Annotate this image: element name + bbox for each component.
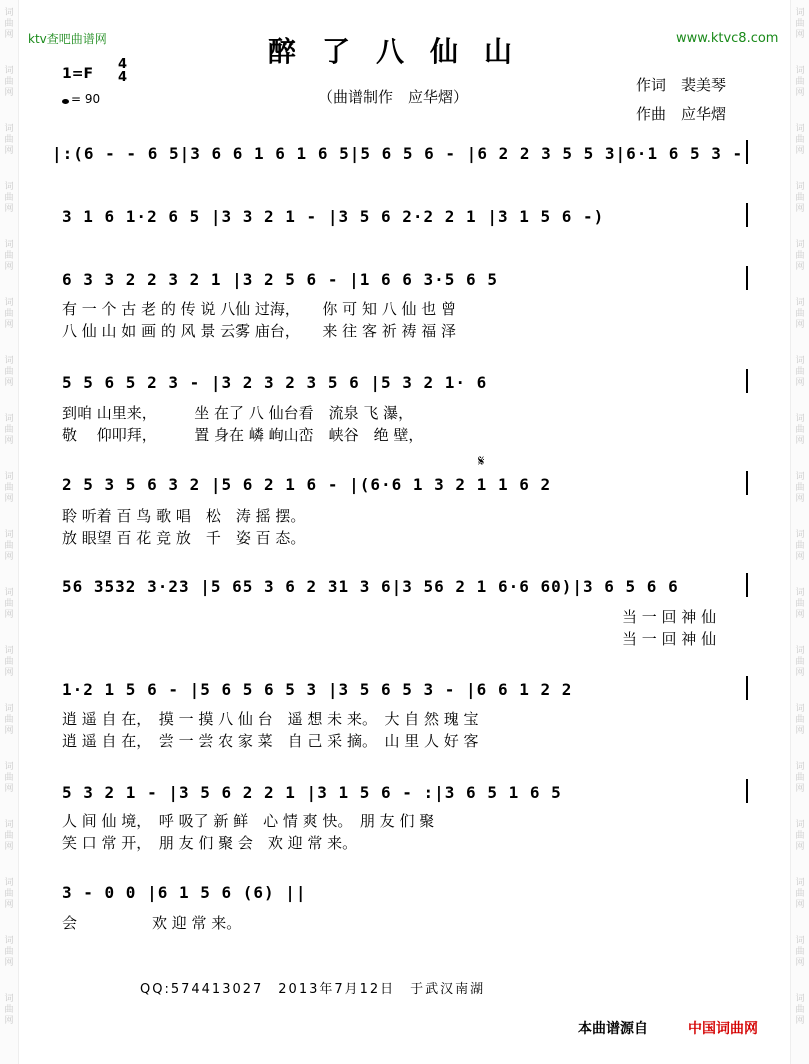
lyric-line-1: 逍 遥 自 在， 摸 一 摸 八 仙 台 遥 想 未 来。 大 自 然 瑰 宝 (62, 710, 479, 728)
watermark-text: 词 曲 网 (4, 820, 14, 852)
system-notes: 1·2 1 5 6 - |5 6 5 6 5 3 |3 5 6 5 3 - |6 6 1 2 2 (62, 680, 573, 699)
segno-icon: 𝄋 (478, 452, 485, 470)
watermark-text: 词 曲 网 (795, 936, 805, 968)
tempo-marking (62, 92, 100, 106)
watermark-text: 词 曲 网 (795, 878, 805, 910)
system-notes: 2 5 3 5 6 3 2 |5 6 2 1 6 - |(6·6 1 3 2 1 1 6 2 (62, 475, 552, 494)
brand-link[interactable]: 中国词曲网 (688, 1021, 758, 1037)
watermark-text: 词 曲 网 (4, 8, 14, 40)
system-notes: 5 5 6 5 2 3 - |3 2 3 2 3 5 6 |5 3 2 1· 6 (62, 373, 488, 392)
lyric-line-2: 笑 口 常 开， 朋 友 们 聚 会 欢 迎 常 来。 (62, 834, 358, 852)
quarter-note-icon (62, 99, 69, 104)
watermark-text: 词 曲 网 (4, 994, 14, 1026)
watermark-text: 词 曲 网 (795, 66, 805, 98)
lyric-line-2: 八 仙 山 如 画 的 风 景 云雾 庙台， 来 往 客 祈 祷 福 泽 (62, 322, 457, 340)
watermark-text: 词 曲 网 (4, 182, 14, 214)
system-notes: 56 3532 3·23 |5 65 3 6 2 31 3 6|3 56 2 1 6·6 60)|3 6 5 6 6 (62, 577, 679, 596)
watermark-text: 词 曲 网 (4, 298, 14, 330)
bar-line (746, 676, 748, 700)
lyric-line-1: 会 欢 迎 常 来。 (62, 914, 242, 932)
system-notes: 5 3 2 1 - |3 5 6 2 2 1 |3 1 5 6 - :|3 6 5 1 6 5 (62, 783, 562, 802)
site-name-left: ktv查吧曲谱网 (28, 32, 107, 46)
watermark-text: 词 曲 网 (4, 588, 14, 620)
bar-line (746, 471, 748, 495)
watermark-text: 词 曲 网 (795, 646, 805, 678)
watermark-text: 词 曲 网 (4, 878, 14, 910)
watermark-text: 词 曲 网 (795, 124, 805, 156)
watermark-text: 词 曲 网 (795, 762, 805, 794)
watermark-text: 词 曲 网 (4, 530, 14, 562)
watermark-text: 词 曲 网 (4, 240, 14, 272)
system-notes: 6 3 3 2 2 3 2 1 |3 2 5 6 - |1 6 6 3·5 6 5 (62, 270, 498, 289)
watermark-text: 词 曲 网 (4, 646, 14, 678)
footer-info: QQ:574413027 2013年7月12日 于武汉南湖 (140, 982, 486, 997)
time-top: 4 (118, 57, 128, 72)
left-watermark-strip (0, 0, 19, 1064)
right-watermark-strip (790, 0, 809, 1064)
watermark-text: 词 曲 网 (795, 704, 805, 736)
composer-credit: 作曲 应华熠 (636, 105, 727, 123)
system-notes: 3 1 6 1·2 6 5 |3 3 2 1 - |3 5 6 2·2 2 1 |3 1 5 6 -) (62, 207, 605, 226)
source-label: 本曲谱源自 (578, 1021, 648, 1037)
watermark-text: 词 曲 网 (4, 414, 14, 446)
watermark-text: 词 曲 网 (795, 356, 805, 388)
time-bottom: 4 (118, 70, 128, 85)
bar-line (746, 369, 748, 393)
watermark-text: 词 曲 网 (4, 472, 14, 504)
bar-line (746, 573, 748, 597)
lyric-line-2: 敬 仰叩拜， 置 身在 嶙 峋山峦 峡谷 绝 壁， (62, 426, 424, 444)
watermark-text: 词 曲 网 (795, 182, 805, 214)
time-signature (118, 58, 127, 84)
system-notes: |:(6 - - 6 5|3 6 6 1 6 1 6 5|5 6 5 6 - |6 2 2 3 5 5 3|6·1 6 5 3 - (52, 144, 744, 163)
lyric-line-1: 聆 听着 百 鸟 歌 唱 松 涛 摇 摆。 (62, 507, 306, 525)
watermark-text: 词 曲 网 (4, 762, 14, 794)
watermark-text: 词 曲 网 (795, 8, 805, 40)
watermark-text: 词 曲 网 (795, 994, 805, 1026)
watermark-text: 词 曲 网 (4, 936, 14, 968)
watermark-text: 词 曲 网 (795, 240, 805, 272)
watermark-text: 词 曲 网 (4, 66, 14, 98)
watermark-text: 词 曲 网 (795, 298, 805, 330)
lyric-line-2: 逍 遥 自 在， 尝 一 尝 农 家 菜 自 己 采 摘。 山 里 人 好 客 (62, 732, 479, 750)
bar-line (746, 140, 748, 164)
bar-line (746, 266, 748, 290)
system-notes: 3 - 0 0 |6 1 5 6 (6) || (62, 883, 307, 902)
lyric-line-2: 当 一 回 神 仙 (622, 630, 717, 648)
lyric-line-1: 有 一 个 古 老 的 传 说 八仙 过海， 你 可 知 八 仙 也 曾 (62, 300, 457, 318)
song-title: 醉了八仙山 (268, 35, 539, 68)
bar-line (746, 203, 748, 227)
bar-line (746, 779, 748, 803)
subtitle: （曲谱制作 应华熠） (318, 88, 469, 106)
tempo-value: = 90 (71, 92, 101, 106)
lyric-line-2: 放 眼望 百 花 竞 放 千 姿 百 态。 (62, 529, 306, 547)
watermark-text: 词 曲 网 (795, 530, 805, 562)
watermark-text: 词 曲 网 (795, 588, 805, 620)
watermark-text: 词 曲 网 (4, 356, 14, 388)
lyric-line-1: 人 间 仙 境， 呼 吸了 新 鲜 心 情 爽 快。 朋 友 们 聚 (62, 812, 435, 830)
watermark-text: 词 曲 网 (795, 472, 805, 504)
key-signature: 1=F (62, 66, 94, 82)
watermark-text: 词 曲 网 (795, 820, 805, 852)
lyricist-credit: 作词 裴美琴 (636, 76, 727, 94)
watermark-text: 词 曲 网 (4, 704, 14, 736)
watermark-text: 词 曲 网 (795, 414, 805, 446)
lyric-line-1: 到咱 山里来， 坐 在了 八 仙台看 流泉 飞 瀑， (62, 404, 414, 422)
lyric-line-1: 当 一 回 神 仙 (622, 608, 717, 626)
watermark-text: 词 曲 网 (4, 124, 14, 156)
site-url-right: www.ktvc8.com (676, 31, 779, 46)
